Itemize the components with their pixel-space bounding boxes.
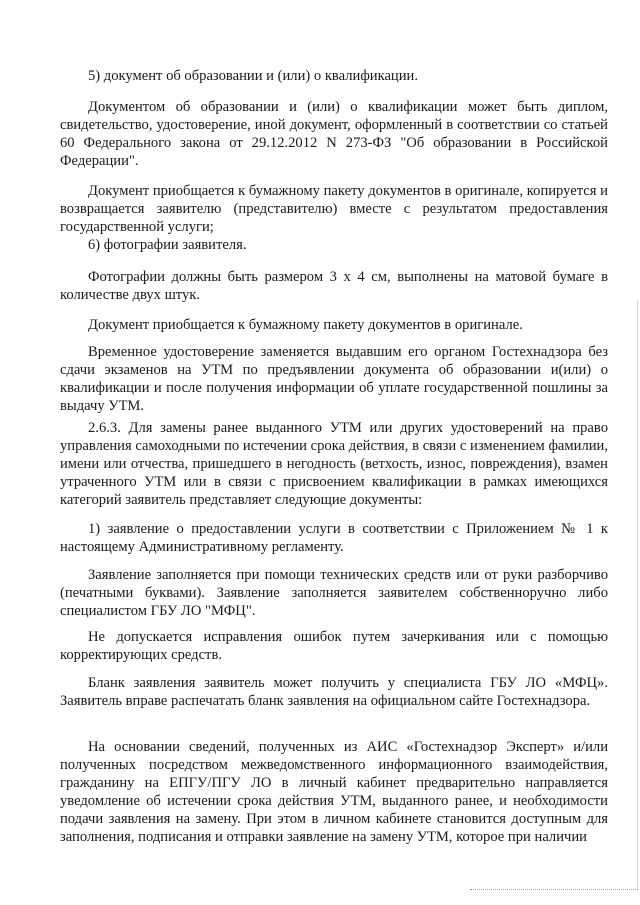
paragraph-text: Документ приобщается к бумажному пакету документов в оригинале. xyxy=(88,317,523,333)
paragraph-blank-form xyxy=(60,674,608,710)
paragraph-text: 1) заявление о предоставлении услуги в соответствии с Приложением № 1 к настоящему Административному регламенту. xyxy=(60,521,608,556)
paragraph-text: 5) документ об образовании и (или) о квалификации. xyxy=(88,68,419,84)
paragraph-text: Документом об образовании и (или) о квалификации может быть диплом, свидетельство, удостоверение, иной документ, оформленный в соответствии со статьей 60 Федерального закона от 29.12.2012 N 273-ФЗ "Об образовании в Российской Федерации". xyxy=(60,99,608,170)
paragraph-text: На основании сведений, полученных из АИС «Гостехнадзор Эксперт» и/или полученных посредством межведомственного информационного взаимодействия, гражданину на ЕПГУ/ПГУ ЛО в личный кабинет предварительно направляется уведомление об истечении срока действия УТМ, выданного ранее, и необходимости подачи заявления на замену. При этом в личном кабинете становится доступным для заполнения, подписания и отправки заявление на замену УТМ, которое при наличии xyxy=(60,739,608,846)
paragraph-item-5 xyxy=(60,67,608,85)
paragraph-item-1-application xyxy=(60,520,608,556)
paragraph-text: Документ приобщается к бумажному пакету документов в оригинале, копируется и возвращается заявителю (представителю) вместе с результатом предоставления государственной услуги; xyxy=(60,183,608,236)
paragraph-text: Заявление заполняется при помощи технических средств или от руки разборчиво (печатными буквами). Заявление заполняется заявителем собственноручно либо специалистом ГБУ ЛО "МФЦ". xyxy=(60,567,608,620)
paragraph-text: 6) фотографии заявителя. xyxy=(88,237,247,253)
paragraph-text: Фотографии должны быть размером 3 х 4 см, выполнены на матовой бумаге в количестве двух штук. xyxy=(60,269,608,304)
paragraph-item-6 xyxy=(60,236,608,254)
paragraph-education-doc xyxy=(60,98,608,170)
paragraph-text: Бланк заявления заявитель может получить у специалиста ГБУ ЛО «МФЦ». Заявитель вправе распечатать бланк заявления на официальном сайте Гостехнадзора. xyxy=(60,675,608,710)
paragraph-notification xyxy=(60,738,608,847)
paragraph-temporary-certificate xyxy=(60,343,608,415)
paragraph-text: Временное удостоверение заменяется выдавшим его органом Гостехнадзора без сдачи экзаменов на УТМ по предъявлении документа об образовании и(или) о квалификации и после получения информации об уплате государственной пошлины за выдачу УТМ. xyxy=(60,344,608,415)
scan-border-dots xyxy=(470,889,638,891)
paragraph-attach-original xyxy=(60,182,608,236)
paragraph-fill-application xyxy=(60,566,608,620)
paragraph-attach-original-2 xyxy=(60,316,608,334)
page-edge-line xyxy=(637,300,638,890)
paragraph-2-6-3 xyxy=(60,419,608,509)
paragraph-photos xyxy=(60,268,608,304)
paragraph-text: 2.6.3. Для замены ранее выданного УТМ или других удостоверений на право управления самоходными по истечении срока действия, в связи с изменением фамилии, имени или отчества, пришедшего в негодность (ветхость, износ, повреждения), взамен утраченного УТМ или в связи с присвоением квалификации в рамках имеющихся категорий заявитель представляет следующие документы: xyxy=(60,420,608,509)
paragraph-no-corrections xyxy=(60,628,608,664)
paragraph-text: Не допускается исправления ошибок путем зачеркивания или с помощью корректирующих средств. xyxy=(60,629,608,664)
